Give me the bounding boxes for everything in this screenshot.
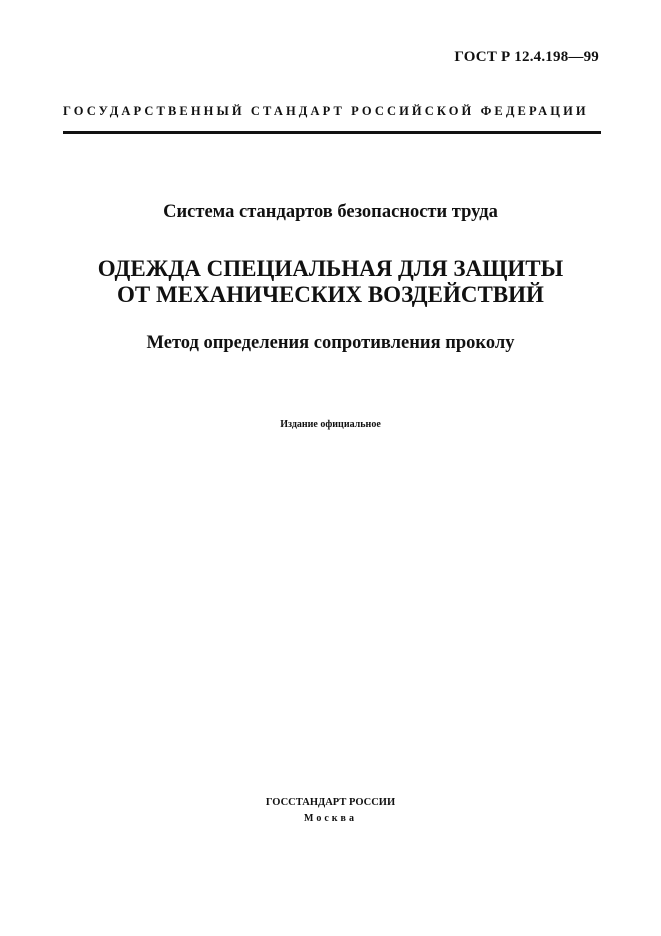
publication-city: Москва xyxy=(304,813,357,824)
org-header: ГОСУДАРСТВЕННЫЙ СТАНДАРТ РОССИЙСКОЙ ФЕДЕРАЦИИ xyxy=(63,104,589,118)
publisher: ГОССТАНДАРТ РОССИИ xyxy=(265,797,396,808)
standards-series: Система стандартов безопасности труда xyxy=(163,202,498,222)
header-divider xyxy=(63,131,601,134)
edition-note: Издание официальное xyxy=(280,419,381,430)
document-subtitle: Метод определения сопротивления проколу xyxy=(146,333,515,353)
title-line-2: ОТ МЕХАНИЧЕСКИХ ВОЗДЕЙСТВИЙ xyxy=(117,282,544,307)
document-code: ГОСТ Р 12.4.198—99 xyxy=(454,49,599,65)
document-title xyxy=(0,256,661,308)
title-line-1: ОДЕЖДА СПЕЦИАЛЬНАЯ ДЛЯ ЗАЩИТЫ xyxy=(97,256,564,281)
